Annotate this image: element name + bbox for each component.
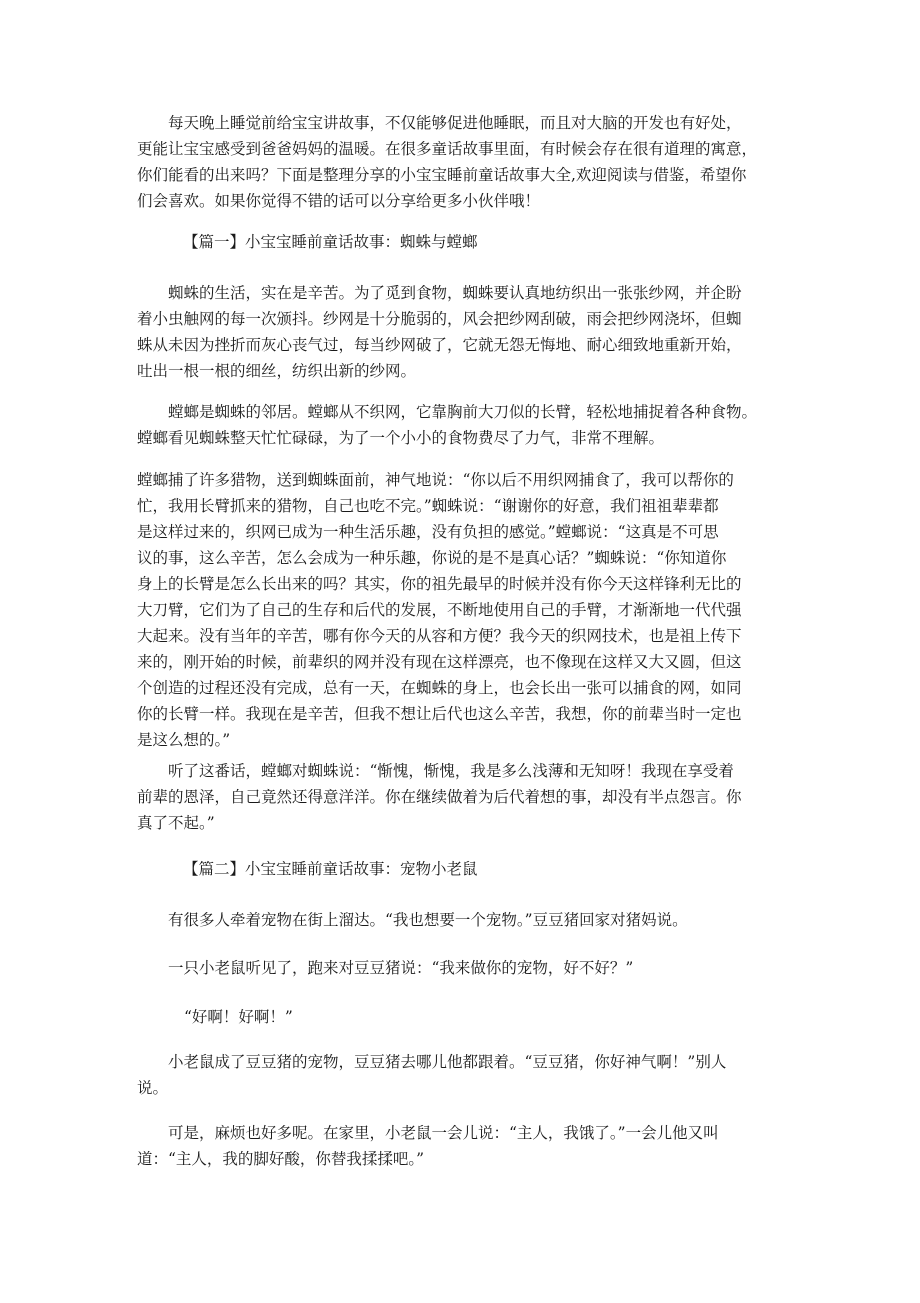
section-2-paragraph-1 bbox=[137, 907, 787, 933]
section-2-paragraph-5 bbox=[137, 1120, 787, 1172]
text-line: 个创造的过程还没有完成，总有一天，在蜘蛛的身上，也会长出一张可以捕食的网，如同 bbox=[137, 679, 742, 697]
text-line: 道：“主人，我的脚好酸，你替我揉揉吧。” bbox=[137, 1150, 425, 1168]
text-line: 着小虫触网的每一次颁抖。纱网是十分脆弱的，风会把纱网刮破，雨会把纱网浇坏，但蜘 bbox=[137, 310, 742, 328]
text-line: 说。 bbox=[137, 1079, 169, 1097]
text-line: 螳螂看见蜘蛛整天忙忙碌碌，为了一个小小的食物费尽了力气，非常不理解。 bbox=[137, 429, 665, 447]
section-1-paragraph-4 bbox=[137, 758, 787, 836]
text-line: 身上的长臂是怎么长出来的吗？其实，你的祖先最早的时候并没有你今天这样锋利无比的 bbox=[137, 575, 742, 593]
text-line: 有很多人牵着宠物在街上溜达。“我也想要一个宠物。”豆豆猪回家对猪妈说。 bbox=[168, 911, 688, 929]
text-line: 蛛从未因为挫折而灰心丧气过，每当纱网破了，它就无怨无悔地、耐心细致地重新开始， bbox=[137, 336, 742, 354]
text-line: 前辈的恩泽，自己竟然还得意洋洋。你在继续做着为后代着想的事，却没有半点怨言。你 bbox=[137, 788, 742, 806]
text-line: 一只小老鼠听见了，跑来对豆豆猪说：“我来做你的宠物，好不好？” bbox=[168, 959, 634, 977]
text-line: 大起来。没有当年的辛苦，哪有你今天的从容和方便？我今天的织网技术，也是祖上传下 bbox=[137, 627, 742, 645]
text-line: 蜘蛛的生活，实在是辛苦。为了觅到食物，蜘蛛要认真地纺织出一张张纱网，并企盼 bbox=[168, 284, 742, 302]
section-2-paragraph-4 bbox=[137, 1049, 787, 1101]
section-2-paragraph-2 bbox=[137, 955, 787, 981]
text-line: 每天晚上睡觉前给宝宝讲故事，不仅能够促进他睡眠，而且对大脑的开发也有好处， bbox=[168, 114, 742, 132]
text-line: 可是，麻烦也好多呢。在家里，小老鼠一会儿说：“主人，我饿了。”一会儿他又叫 bbox=[168, 1124, 719, 1142]
section-title: 【篇一】小宝宝睡前童话故事：蜘蛛与螳螂 bbox=[183, 233, 478, 251]
text-line: 螳螂捕了许多猎物，送到蜘蛛面前，神气地说：“你以后不用织网捕食了，我可以帮你的 bbox=[137, 471, 734, 489]
text-line: 更能让宝宝感受到爸爸妈妈的温暖。在很多童话故事里面，有时候会存在很有道理的寓意， bbox=[137, 140, 758, 158]
section-1-paragraph-3 bbox=[137, 467, 787, 753]
intro-paragraph bbox=[137, 110, 787, 214]
text-line: 听了这番话，螳螂对蜘蛛说：“惭愧，惭愧，我是多么浅薄和无知呀！我现在享受着 bbox=[168, 762, 734, 780]
text-line: 议的事，这么辛苦，怎么会成为一种乐趣，你说的是不是真心话？”蜘蛛说：“你知道你 bbox=[137, 549, 727, 567]
text-line: 你们能看的出来吗？下面是整理分享的小宝宝睡前童话故事大全,欢迎阅读与借鉴，希望你 bbox=[137, 166, 747, 184]
section-2-heading bbox=[137, 856, 787, 882]
text-line: 你的长臂一样。我现在是辛苦，但我不想让后代也这么辛苦，我想，你的前辈当时一定也 bbox=[137, 705, 742, 723]
text-line: 们会喜欢。如果你觉得不错的话可以分享给更多小伙伴哦！ bbox=[137, 192, 541, 210]
text-line: 真了不起。” bbox=[137, 814, 215, 832]
text-line: 大刀臂，它们为了自己的生存和后代的发展，不断地使用自己的手臂，才渐渐地一代代强 bbox=[137, 601, 742, 619]
text-line: 是这样过来的，织网已成为一种生活乐趣，没有负担的感觉。”螳螂说：“这真是不可思 bbox=[137, 523, 719, 541]
text-line: 忙，我用长臂抓来的猎物，自己也吃不完。”蜘蛛说：“谢谢你的好意，我们祖祖辈辈都 bbox=[137, 497, 719, 515]
section-title: 【篇二】小宝宝睡前童话故事：宠物小老鼠 bbox=[183, 860, 478, 878]
section-1-heading bbox=[137, 229, 787, 255]
text-line: “好啊！好啊！” bbox=[184, 1008, 293, 1026]
text-line: 小老鼠成了豆豆猪的宠物，豆豆猪去哪儿他都跟着。“豆豆猪，你好神气啊！”别人 bbox=[168, 1053, 727, 1071]
section-2-paragraph-3 bbox=[137, 1004, 787, 1030]
text-line: 螳螂是蜘蛛的邻居。螳螂从不织网，它靠胸前大刀似的长臂，轻松地捕捉着各种食物。 bbox=[168, 403, 758, 421]
text-line: 是这么想的。” bbox=[137, 731, 231, 749]
section-1-paragraph-2 bbox=[137, 399, 787, 451]
text-line: 吐出一根一根的细丝，纺织出新的纱网。 bbox=[137, 362, 417, 380]
text-line: 来的，刚开始的时候，前辈织的网并没有现在这样漂亮，也不像现在这样又大又圆，但这 bbox=[137, 653, 742, 671]
section-1-paragraph-1 bbox=[137, 280, 787, 384]
